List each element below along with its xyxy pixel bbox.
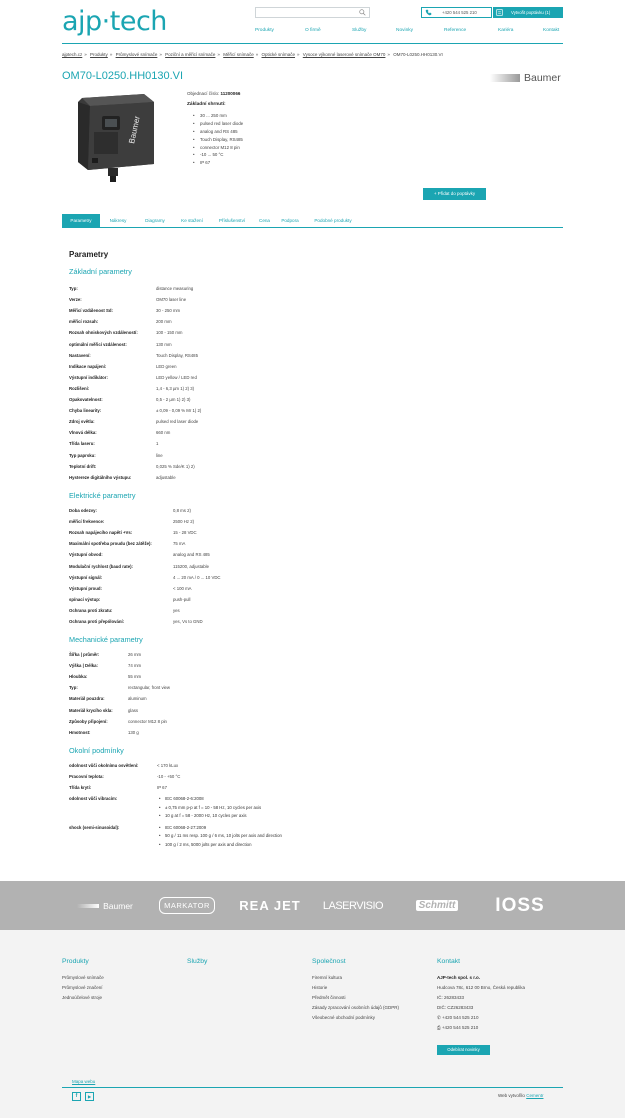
made-by (498, 1093, 543, 1098)
nav-item-kontakt[interactable]: Kontakt (543, 28, 560, 33)
parameter-row (69, 286, 369, 297)
parameter-row (69, 541, 369, 552)
nav-item-reference[interactable]: Reference (444, 28, 467, 33)
add-to-demand-button[interactable] (423, 188, 486, 200)
parameter-label: měřicí frekvence: (69, 519, 105, 525)
parameter-value: IP 67 (157, 785, 167, 791)
parameter-label: Způsoby připojení: (69, 718, 108, 724)
parameter-label: Vlnová délka: (69, 430, 97, 436)
parameter-value: 0,025 % Sde/K 1) 2) (156, 463, 195, 469)
parameter-row (69, 464, 369, 475)
search-input[interactable] (255, 7, 370, 18)
parameter-label: optimální měřicí vzdálenost: (69, 341, 127, 347)
parameter-value-list (159, 825, 282, 851)
parameter-row (69, 564, 369, 575)
list-item: • 100 g / 2 ms, 5000 jolts per axis and direction (159, 842, 282, 851)
parameter-value: 30 - 250 mm (156, 308, 181, 314)
parameter-label: Materiál pouzdra: (69, 696, 105, 702)
parameter-row (69, 453, 369, 464)
footer-col-contact (437, 958, 557, 1035)
list-item: • pulsed red laser diode (193, 121, 243, 129)
parameter-value: ± 0,09 - 0,09 % Mr 1) 2) (156, 408, 202, 414)
parameter-row (69, 297, 369, 308)
parameter-value: 0,5 - 2 µm 1) 2) 3) (156, 397, 191, 402)
parameter-row (69, 530, 369, 541)
product-title: OM70-L0250.HH0130.VI (62, 70, 184, 82)
company-name: AJP-tech spol. s r.o. (437, 975, 481, 980)
parameter-row (69, 508, 369, 519)
partner-name: IOSS (495, 894, 545, 916)
nav-item-sluzby[interactable]: Služby (352, 28, 367, 33)
parameter-label: Výstupní signál: (69, 574, 103, 580)
parameter-row (69, 475, 369, 486)
brand-logo (490, 72, 563, 84)
made-by-prefix: Web vytvořilo (498, 1093, 525, 1098)
parameter-value: 115200, adjustable (173, 563, 209, 569)
parameter-row (69, 696, 369, 707)
parameter-label: Typ paprsku: (69, 452, 96, 458)
parameter-label: Třída krytí: (69, 785, 92, 791)
parameter-row (69, 674, 369, 685)
footer-link[interactable]: Předmět činnosti (312, 995, 346, 1000)
parameter-row (69, 364, 369, 375)
parameter-value: 2500 Hz 2) (173, 519, 195, 525)
parameter-value: 130 mm (156, 341, 172, 347)
partner-name: Schmitt (416, 900, 459, 911)
footer-link[interactable]: Průmyslové snímače (62, 975, 104, 980)
phone-button[interactable] (421, 7, 492, 18)
tab-podobne-produkty[interactable]: Podobné produkty (314, 218, 352, 223)
parameter-label: Hmotnost: (69, 729, 91, 735)
tab-diagramy[interactable]: Diagramy (145, 218, 165, 223)
company-dic: DIČ: CZ26283433 (437, 1005, 474, 1010)
parameter-row (69, 608, 369, 619)
sitemap-link[interactable]: Mapa webu (72, 1079, 96, 1084)
parameter-label: Výstupní proud: (69, 585, 102, 591)
parameter-group-title: Elektrické parametry (69, 491, 136, 500)
footer-link[interactable]: Jednoúčelové stroje (62, 995, 103, 1000)
parameter-value: -10 - +50 °C (157, 774, 181, 780)
parameter-value: 200 mm (156, 319, 172, 325)
parameter-label: Nastavení: (69, 352, 91, 358)
parameter-value: < 170 kLux (157, 763, 179, 768)
brand-logo-text: Baumer (524, 72, 561, 84)
parameter-label: Výška | Délka: (69, 663, 98, 669)
parameter-row (69, 708, 369, 719)
parameter-label: Verze: (69, 297, 82, 303)
breadcrumb-link[interactable]: Měřicí snímače (223, 52, 254, 57)
product-image-label: Baumer (127, 115, 142, 145)
breadcrumb-link[interactable]: Vysoce výkonné laserové snímače OM70 (302, 52, 386, 57)
parameter-row (69, 763, 369, 774)
parameter-value: 130 g (128, 729, 139, 735)
parameter-value: 55 mm (128, 674, 142, 680)
tab-cena[interactable]: Cena (259, 218, 270, 223)
fax-icon: ⎙ (437, 1025, 442, 1030)
breadcrumb-link[interactable]: Produkty (90, 52, 108, 57)
parameter-label: Šířka | průměr: (69, 652, 100, 657)
parameter-row (69, 386, 369, 397)
parameter-row (69, 730, 369, 741)
nav-item-novinky[interactable]: Novinky (396, 28, 414, 33)
parameter-value: yes (173, 607, 180, 613)
parameter-label: Hystereze digitálního výstupu: (69, 474, 132, 480)
partner-name: LASERVISIO (322, 899, 384, 912)
parameter-label: Ochrana proti přepólování: (69, 619, 125, 624)
parameter-label: Opakovatelnost: (69, 397, 103, 402)
parameter-label: Materiál krycího skla: (69, 707, 113, 713)
parameter-value: 15 - 28 VDC (173, 530, 197, 536)
partners-strip (0, 881, 625, 930)
parameter-row (69, 586, 369, 597)
basic-summary-list (193, 113, 243, 168)
parameter-value: LED yellow / LED red (156, 374, 197, 380)
list-icon (496, 9, 503, 16)
parameter-label: Indikace napájení: (69, 363, 107, 369)
footer-phone-number: +420 544 525 210 (442, 1015, 479, 1020)
footer-heading: Kontakt (437, 958, 461, 965)
partner-name: Baumer (103, 900, 133, 911)
parameter-label: Chyba linearity: (69, 408, 102, 414)
order-number-label: Objednací číslo: (187, 91, 220, 96)
nav-item-produkty[interactable]: Produkty (255, 28, 274, 33)
parameter-label: Výstupní obvod: (69, 552, 103, 558)
add-to-demand-label: Přidat do poptávky (437, 191, 476, 196)
parameter-row (69, 353, 369, 364)
breadcrumb-link[interactable]: Optické snímače (261, 52, 296, 57)
footer-fax-number: +420 544 525 210 (441, 1025, 479, 1030)
parameter-row (69, 785, 369, 796)
footer-divider (62, 1087, 563, 1088)
parameter-row (69, 597, 369, 608)
parameter-label: Měřicí vzdálenost Sd: (69, 308, 113, 314)
parameter-label: Pracovní teplota: (69, 774, 104, 780)
parameter-value: LED green (156, 363, 177, 369)
partner-logo-reajet[interactable] (236, 881, 304, 930)
parameter-value-list (159, 796, 261, 822)
parameters-title: Parametry (69, 250, 109, 259)
parameter-row (69, 652, 369, 663)
parameter-group-title: Okolní podmínky (69, 746, 124, 755)
parameter-row (69, 663, 369, 674)
nav-item-kariera[interactable]: Kariéra (498, 28, 514, 33)
parameter-label: Rozsah ohniskových vzdáleností: (69, 330, 138, 336)
parameter-label: měřicí rozsah: (69, 319, 99, 325)
nav-item-o-firme[interactable]: O firmě (305, 28, 321, 33)
partner-name: MARKATOR (159, 897, 215, 914)
parameter-row (69, 552, 369, 563)
parameter-label: Typ: (69, 286, 78, 291)
parameter-value: 1 (156, 441, 159, 447)
parameter-row (69, 375, 369, 386)
parameter-label: Výstupní indikátor: (69, 374, 108, 380)
parameter-label: Rozsah napájecího napětí +Vs: (69, 530, 133, 536)
parameter-label: Teplotní drift: (69, 463, 97, 469)
parameter-value: aluminum (128, 696, 147, 702)
parameter-value: OM70 laser line (156, 297, 187, 303)
parameter-label: Hloubka: (69, 674, 88, 680)
parameter-value: push-pull (173, 596, 191, 602)
breadcrumb-current: OM70-L0250.HH0130.VI (393, 52, 443, 57)
list-item: • IEC 60068-2-27:2009 (159, 825, 282, 834)
footer-col-services (187, 958, 307, 975)
parameter-label: shock (semi-sinusoidal): (69, 824, 120, 830)
company-address: Hudcova 78c, 612 00 Brno, Česká republika (437, 985, 526, 990)
parameter-value: 75 mA (173, 541, 186, 547)
product-image[interactable] (64, 90, 164, 186)
partner-logo-laservisio[interactable] (320, 881, 386, 930)
parameter-row (69, 342, 369, 353)
parameter-row (69, 619, 369, 630)
breadcrumb-link[interactable]: Poziční a měřicí snímače (165, 52, 216, 57)
list-item: • 10 g at f = 58 - 2000 Hz, 10 cycles per axis (159, 813, 261, 822)
parameter-row (69, 419, 369, 430)
parameter-value: yes, Vs to GND (173, 619, 203, 624)
parameter-row (69, 319, 369, 330)
partner-logo-schmitt[interactable] (404, 881, 470, 930)
order-number (187, 91, 240, 96)
product-tabs (62, 214, 563, 228)
parameter-row (69, 397, 369, 408)
parameter-row (69, 719, 369, 730)
footer-fax (437, 1025, 557, 1035)
parameter-row (69, 308, 369, 319)
footer-link[interactable]: Firemní kultura (312, 975, 343, 980)
breadcrumb: ajptech.cz » Produkty » Průmyslové snímače » Poziční a měřicí snímače » Měřicí snímače » Optické snímače » Vysoce výkonné laserové snímače OM70 » OM70-L0250.HH0130.VI (62, 52, 443, 57)
partner-name: REA JET (239, 898, 301, 913)
parameter-value: rectangular, front view (128, 685, 171, 691)
parameter-value: line (156, 452, 163, 458)
parameter-value: 660 nm (156, 430, 171, 436)
parameter-value: adjustable (156, 474, 176, 480)
parameter-group-title: Mechanické parametry (69, 635, 143, 644)
newsletter-button[interactable]: Odebírat novinky (437, 1045, 490, 1055)
site-logo[interactable]: ajp·tech (62, 6, 167, 37)
parameter-row (69, 441, 369, 452)
footer-heading: Produkty (62, 958, 89, 965)
partner-logo-baumer[interactable] (72, 881, 138, 930)
parameter-row (69, 774, 369, 785)
parameter-label: Maximální spotřeba proudu (bez zátěže): (69, 541, 152, 547)
create-demand-label: Vytvořit poptávku (1) (511, 10, 551, 15)
list-item: • IEC 60068-2-6:2008 (159, 796, 261, 805)
tab-parametry[interactable]: Parametry (62, 214, 100, 228)
basic-summary-heading: Základní shrnutí: (187, 102, 226, 107)
company-ico: IČ: 26283433 (437, 995, 465, 1000)
parameter-label: odolnost vůči vibracím: (69, 796, 118, 802)
footer-link[interactable]: Historie (312, 985, 328, 990)
breadcrumb-link[interactable]: ajptech.cz (62, 52, 83, 57)
footer-phone[interactable] (437, 1015, 557, 1025)
create-demand-button[interactable] (493, 7, 563, 18)
parameter-value: connector M12 8 pin (128, 718, 167, 724)
parameter-value: analog and RS 485 (173, 552, 210, 558)
plus-icon: + (433, 191, 438, 196)
parameter-value: distance measuring (156, 286, 194, 291)
parameter-label: Rozlišení: (69, 385, 90, 391)
parameter-row (69, 824, 369, 847)
list-item: • 50 g / 11 ms resp. 100 g / 6 ms, 10 jolts per axis and direction (159, 833, 282, 842)
parameter-row (69, 796, 369, 819)
footer-link[interactable]: Všeobecné obchodní podmínky (312, 1015, 376, 1020)
parameter-value: 0,8 ms 2) (173, 508, 191, 513)
footer-heading: Služby (187, 958, 208, 965)
footer-link[interactable]: Průmyslové značení (62, 985, 103, 990)
phone-number: +420 544 525 210 (442, 10, 477, 15)
tab-prislusenstvi[interactable]: Příslušenství (218, 218, 246, 223)
footer-link[interactable]: Zásady zpracování osobních údajů (GDPR) (312, 1005, 400, 1010)
parameter-value: 100 - 150 mm (156, 330, 183, 336)
breadcrumb-link[interactable]: Průmyslové snímače (115, 52, 158, 57)
parameter-row (69, 519, 369, 530)
list-item: • ± 0,75 mm p-p at f = 10 - 58 Hz, 10 cycles per axis (159, 805, 261, 814)
parameter-row (69, 330, 369, 341)
nav-divider (62, 43, 563, 44)
parameter-label: Třída laseru: (69, 441, 95, 447)
tab-podpora[interactable]: Podpora (281, 218, 299, 223)
parameter-label: Modulační rychlost (baud rate): (69, 563, 133, 569)
parameter-group-title: Základní parametry (69, 267, 132, 276)
main-nav (62, 26, 563, 44)
parameter-value: 26 mm (128, 652, 142, 657)
facebook-icon[interactable]: f (72, 1092, 81, 1101)
parameter-value: pulsed red laser diode (156, 419, 199, 425)
parameter-row (69, 575, 369, 586)
parameter-label: odolnost vůči okolnímu osvětlení: (69, 763, 139, 768)
list-item: • analog and RS 485 (193, 129, 243, 137)
list-item: • 30 ... 250 mm (193, 113, 243, 121)
made-by-link[interactable]: Cementr (526, 1093, 544, 1098)
phone-icon: ✆ (437, 1015, 443, 1020)
parameter-label: Doba odezvy: (69, 508, 97, 513)
parameter-row (69, 430, 369, 441)
list-item: • IP 67 (193, 160, 243, 168)
footer-col-products (62, 958, 182, 1005)
parameter-row (69, 408, 369, 419)
list-item: • -10 ... 50 °C (193, 152, 243, 160)
partner-logo-markator[interactable] (158, 881, 216, 930)
footer-heading: Společnost (312, 958, 346, 965)
parameter-value: glass (128, 707, 139, 713)
phone-icon (425, 9, 432, 16)
parameter-row (69, 685, 369, 696)
list-item: • Touch Display, RS485 (193, 137, 243, 145)
tab-nakresy[interactable]: Nákresy (109, 218, 127, 223)
parameter-label: Ochrana proti zkratu: (69, 607, 113, 613)
search-icon[interactable] (359, 9, 366, 16)
footer-col-company (312, 958, 432, 1025)
baumer-bar-icon (77, 904, 99, 908)
parameter-value: 4 ... 20 mA / 0 ... 10 VDC (173, 574, 221, 580)
parameter-label: Zdroj světla: (69, 419, 95, 425)
parameter-label: Typ: (69, 685, 78, 691)
tab-ke-stazeni[interactable]: Ke stažení (181, 218, 203, 223)
parameter-value: Touch Display, RS485 (156, 352, 198, 358)
parameter-label: spínací výstup: (69, 596, 101, 602)
parameter-value: 1,4 - 6,3 µm 1) 2) 3) (156, 385, 195, 391)
list-item: • connector M12 8 pin (193, 145, 243, 153)
youtube-icon[interactable]: ▶ (85, 1092, 94, 1101)
parameter-value: < 100 mA (173, 585, 192, 591)
partner-logo-ioss[interactable] (486, 881, 554, 930)
parameter-value: 74 mm (128, 663, 142, 669)
order-number-value: 11200066 (220, 91, 241, 96)
